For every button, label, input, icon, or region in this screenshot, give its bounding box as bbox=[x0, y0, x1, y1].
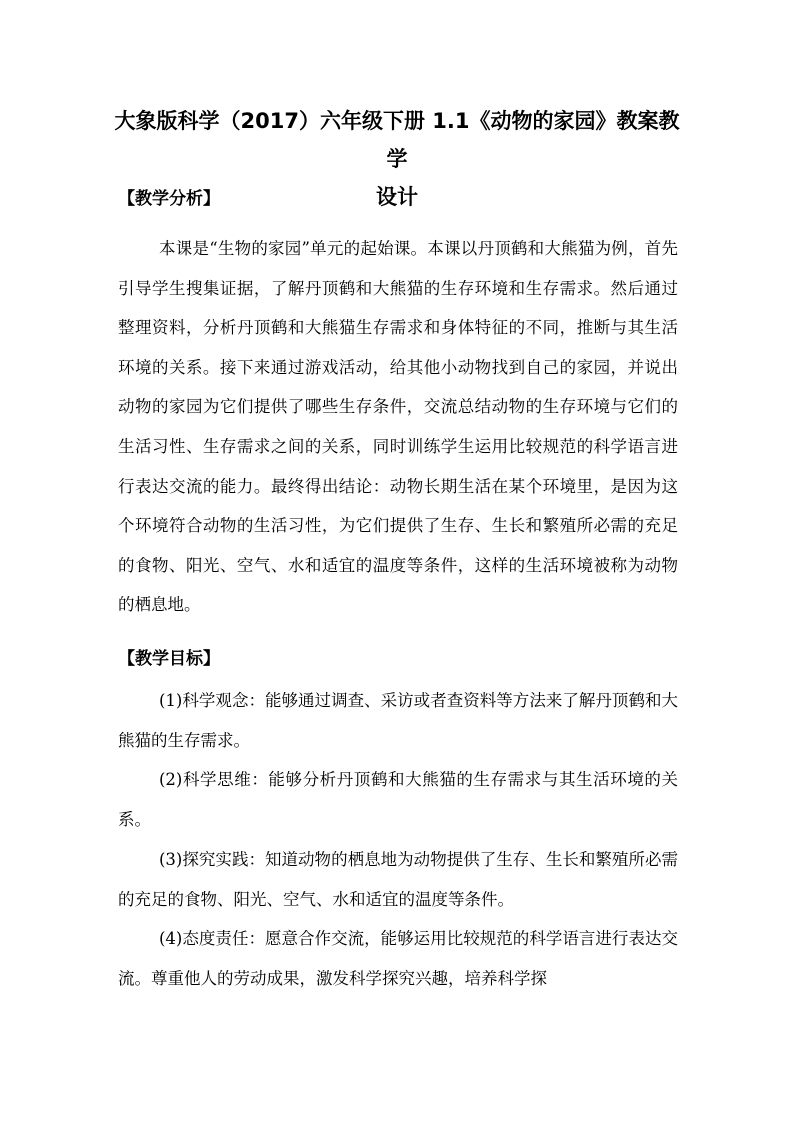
section-heading-analysis: 【教学分析】 bbox=[118, 189, 220, 209]
title-line-2: 设计 bbox=[376, 185, 418, 209]
title-line-1: 大象版科学（2017）六年级下册 1.1《动物的家园》教案教学 bbox=[114, 109, 680, 171]
section-heading-objectives: 【教学目标】 bbox=[118, 649, 220, 669]
objective-paragraph-2: (2)科学思维：能够分析丹顶鹤和大熊猫的生存需求与其生活环境的关系。 bbox=[118, 770, 678, 829]
objective-paragraph-4: (4)态度责任：愿意合作交流，能够运用比较规范的科学语言进行表达交流。尊重他人的劳动成果，激发科学探究兴趣，培养科学探 bbox=[118, 929, 678, 988]
analysis-paragraph: 本课是“生物的家园”单元的起始课。本课以丹顶鹤和大熊猫为例，首先引导学生搜集证据，了解丹顶鹤和大熊猫的生存环境和生存需求。然后通过整理资料，分析丹顶鹤和大熊猫生存需求和身体特征的不同，推断与其生活环境的关系。接下来通过游戏活动，给其他小动物找到自己的家园，并说出动物的家园为它们提供了哪些生存条件，交流总结动物的生存环境与它们的生活习性、生存需求之间的关系，同时训练学生运用比较规范的科学语言进行表达交流的能力。最终得出结论：动物长期生活在某个环境里，是因为这个环境符合动物的生活习性，为它们提供了生存、生长和繁殖所必需的充足的食物、阳光、空气、水和适宜的温度等条件，这样的生活环境被称为动物的栖息地。 bbox=[118, 239, 678, 615]
objective-paragraph-3: (3)探究实践：知道动物的栖息地为动物提供了生存、生长和繁殖所必需的充足的食物、阳光、空气、水和适宜的温度等条件。 bbox=[118, 850, 678, 909]
objective-paragraph-1: (1)科学观念：能够通过调查、采访或者查资料等方法来了解丹顶鹤和大熊猫的生存需求。 bbox=[118, 691, 678, 750]
